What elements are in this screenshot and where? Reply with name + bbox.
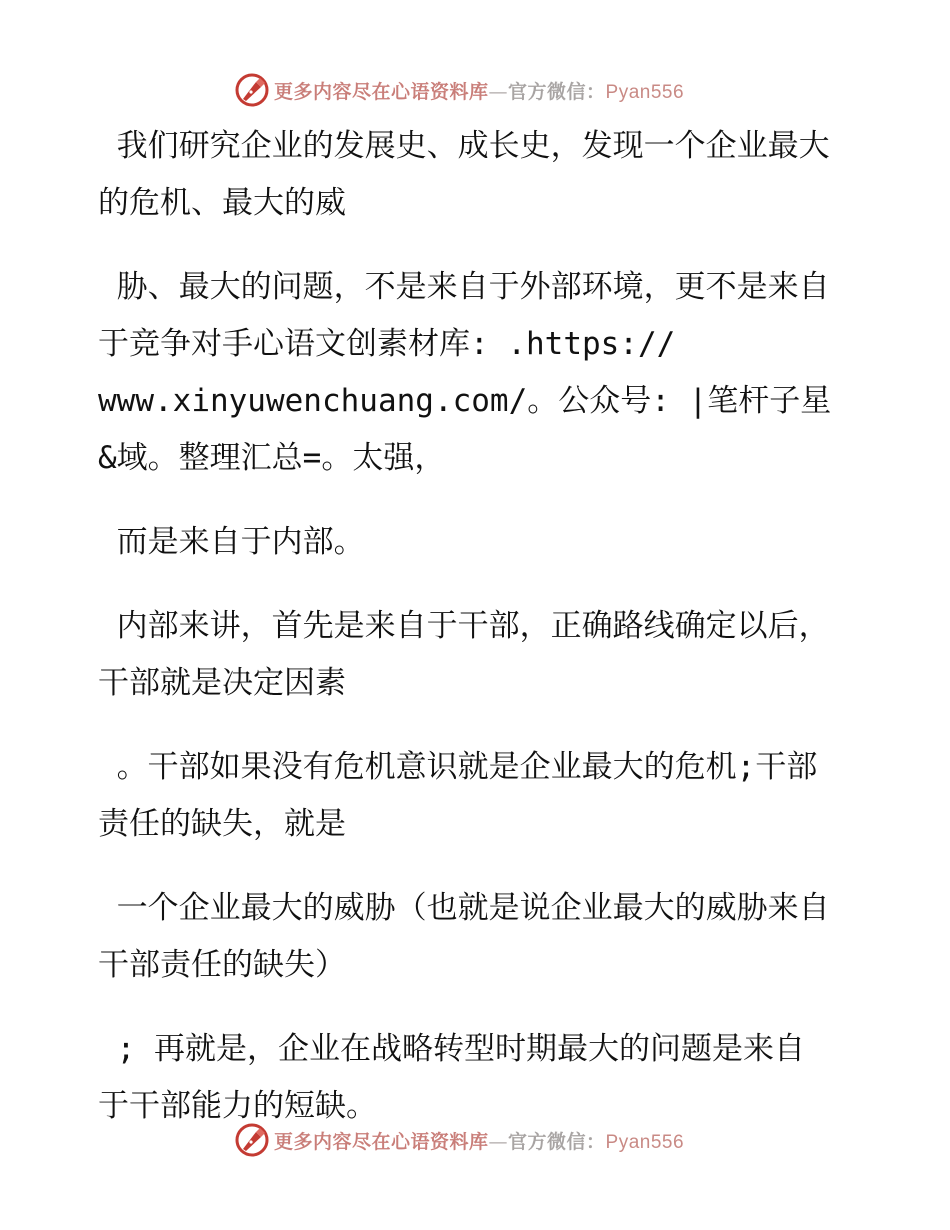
banner-separator: — bbox=[488, 80, 509, 103]
paragraph-1: 我们研究企业的发展史、成长史，发现一个企业最大的危机、最大的威 bbox=[98, 128, 830, 221]
wechat-label: 官方微信： bbox=[508, 1130, 606, 1153]
header-banner bbox=[234, 70, 734, 110]
footer-banner bbox=[234, 1120, 734, 1160]
wechat-id: Pyan556 bbox=[605, 81, 685, 103]
paragraph-2: 胁、最大的问题，不是来自于外部环境，更不是来自于竞争对手心语文创素材库: .https:// www.xinyuwenchuang.com/。公众号: |笔杆子星&域。整理汇总=。太强， bbox=[98, 269, 832, 476]
paragraph-3: 而是来自于内部。 bbox=[98, 524, 365, 560]
banner-title: 更多内容尽在心语资料库 bbox=[274, 1130, 489, 1153]
paragraph-6: 一个企业最大的威胁（也就是说企业最大的威胁来自干部责任的缺失） bbox=[98, 890, 830, 983]
paragraph-4: 内部来讲，首先是来自于干部，正确路线确定以后，干部就是决定因素 bbox=[98, 608, 830, 701]
pen-nib-logo-icon bbox=[234, 72, 270, 108]
pen-nib-logo-icon bbox=[234, 1122, 270, 1158]
banner-separator: — bbox=[488, 1130, 509, 1153]
wechat-label: 官方微信： bbox=[508, 80, 606, 103]
wechat-id: Pyan556 bbox=[605, 1131, 685, 1153]
paragraph-7: ; 再就是，企业在战略转型时期最大的问题是来自于干部能力的短缺。 bbox=[98, 1031, 805, 1124]
banner-title: 更多内容尽在心语资料库 bbox=[274, 80, 489, 103]
paragraph-5: 。干部如果没有危机意识就是企业最大的危机;干部责任的缺失，就是 bbox=[98, 749, 818, 842]
document-body bbox=[98, 118, 833, 1162]
